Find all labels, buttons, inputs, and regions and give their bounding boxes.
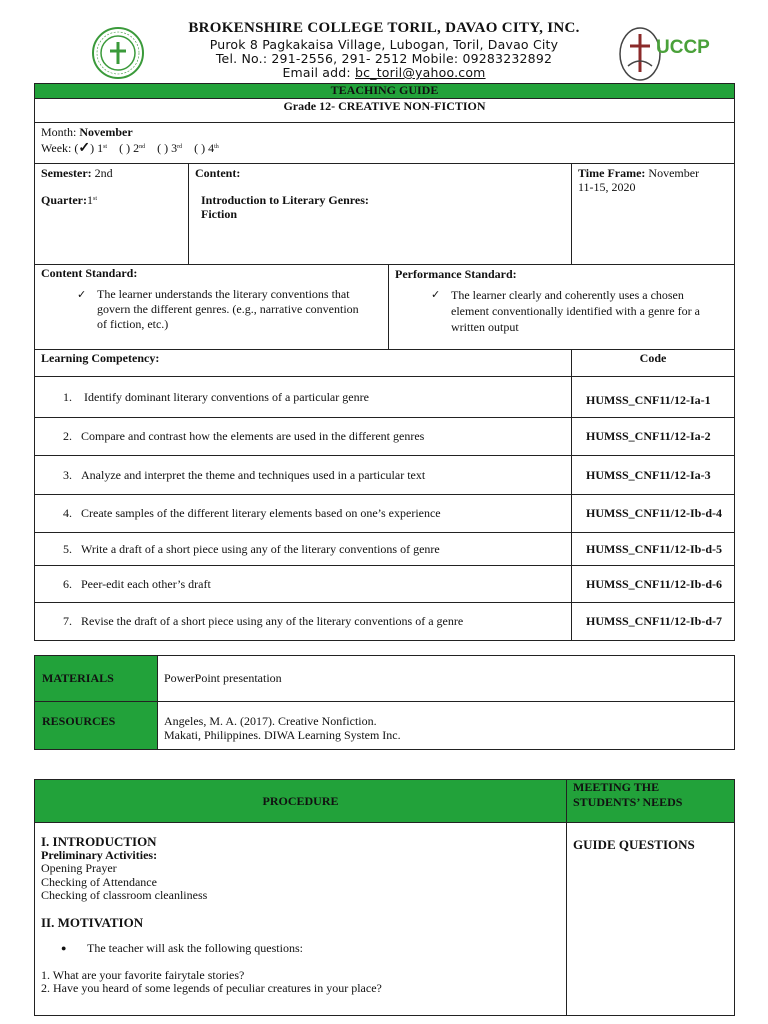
materials-label: MATERIALS <box>35 656 158 702</box>
quarter-sup: st <box>92 196 97 202</box>
procedure-header: PROCEDURE <box>35 780 567 823</box>
week-4-option[interactable]: ( ) 4 <box>194 141 215 155</box>
performance-standard-label: Performance Standard: <box>395 267 517 281</box>
competency-num: 7. <box>63 614 72 628</box>
month-value: November <box>79 125 133 139</box>
bullet-icon: ● <box>61 943 67 953</box>
competency-row <box>35 533 735 566</box>
semester-label: Semester: <box>41 166 92 180</box>
competency-row <box>35 603 735 641</box>
resources-line-2: Makati, Philippines. DIWA Learning System Inc. <box>164 728 401 742</box>
competency-row <box>35 377 735 418</box>
week-selector <box>41 140 728 157</box>
needs-label-line-2: STUDENTS’ NEEDS <box>573 795 683 809</box>
competency-num: 5. <box>63 541 72 556</box>
performance-standard-cell <box>389 265 735 350</box>
preliminary-heading: Preliminary Activities: <box>41 847 158 862</box>
competency-text: Analyze and interpret the theme and techniques used in a particular text <box>81 467 426 482</box>
motivation-heading: II. MOTIVATION <box>41 914 144 930</box>
competency-code: HUMSS_CNF11/12-Ia-3 <box>572 456 735 495</box>
procedure-body <box>35 823 567 1016</box>
resources-label: RESOURCES <box>35 702 158 750</box>
introduction-heading: I. INTRODUCTION <box>41 834 157 849</box>
guide-questions-label: GUIDE QUESTIONS <box>567 823 735 1016</box>
content-standard-label: Content Standard: <box>41 266 138 280</box>
semester-value: 2nd <box>94 166 113 180</box>
school-contact: Tel. No.: 291-2556, 291- 2512 Mobile: 09283232892 <box>215 51 553 66</box>
competency-num: 1. <box>63 389 72 404</box>
competency-num: 2. <box>63 429 72 443</box>
students-needs-header <box>567 780 735 823</box>
school-address: Purok 8 Pagkakaisa Village, Lubogan, Toril, Davao City <box>209 37 559 52</box>
code-header: Code <box>572 350 735 377</box>
competency-row <box>35 456 735 495</box>
month-week-cell <box>35 123 735 164</box>
competency-text: Peer-edit each other’s draft <box>81 576 211 591</box>
week-2-sup: nd <box>139 144 146 150</box>
quarter-value: 1 <box>86 193 93 207</box>
procedure-table <box>34 779 735 1016</box>
resources-line-1: Angeles, M. A. (2017). Creative Nonfiction. <box>164 714 377 728</box>
competency-row <box>35 566 735 603</box>
week-1-option: ) 1 <box>90 141 104 155</box>
competency-text: Revise the draft of a short piece using any of the literary conventions of a genre <box>81 614 464 628</box>
month-label: Month: <box>41 125 77 139</box>
check-icon: ✓ <box>431 288 441 301</box>
uccp-logo-text: UCCP <box>656 37 710 58</box>
time-frame-value-2: 11-15, 2020 <box>578 180 636 194</box>
prelim-item: Checking of Attendance <box>41 874 157 889</box>
prelim-item: Opening Prayer <box>41 861 117 875</box>
content-cell <box>189 164 572 265</box>
learning-competency-header: Learning Competency: <box>35 350 572 377</box>
competency-row <box>35 495 735 533</box>
week-2-option[interactable]: ( ) 2 <box>119 141 140 155</box>
materials-table <box>34 655 735 750</box>
resources-value <box>158 702 735 750</box>
prelim-item: Checking of classroom cleanliness <box>41 888 208 902</box>
competency-row <box>35 418 735 456</box>
competency-text: Identify dominant literary conventions of a particular genre <box>84 389 369 404</box>
teaching-guide-title: TEACHING GUIDE <box>35 84 735 99</box>
content-standard-text: The learner understands the literary conventions that govern the different genres. (e.g., narrative convention of fiction, etc.) <box>97 287 359 331</box>
competency-num: 3. <box>63 467 72 482</box>
needs-label-line-1: MEETING THE <box>573 780 660 794</box>
materials-value: PowerPoint presentation <box>158 656 735 702</box>
content-label: Content: <box>195 166 241 180</box>
content-standard-cell <box>35 265 389 350</box>
time-frame-value-1: November <box>648 166 700 180</box>
teaching-guide-table <box>34 83 735 641</box>
competency-code: HUMSS_CNF11/12-Ib-d-7 <box>572 603 735 641</box>
competency-num: 4. <box>63 506 72 520</box>
competency-text: Create samples of the different literary elements based on one’s experience <box>81 506 441 520</box>
competency-num: 6. <box>63 576 72 591</box>
competency-code: HUMSS_CNF11/12-Ib-d-5 <box>572 533 735 566</box>
week-1-checkbox[interactable]: ✓ <box>78 141 91 156</box>
competency-text: Write a draft of a short piece using any of the literary conventions of genre <box>81 541 440 556</box>
competency-code: HUMSS_CNF11/12-Ia-1 <box>572 377 735 418</box>
competency-text: Compare and contrast how the elements are used in the different genres <box>81 429 425 443</box>
subject-title: Grade 12- CREATIVE NON-FICTION <box>35 99 735 123</box>
question-item: 1. What are your favorite fairytale stories? <box>41 967 245 982</box>
content-value-1: Introduction to Literary Genres: <box>201 193 369 207</box>
week-1-sup: st <box>103 144 108 150</box>
week-3-option[interactable]: ( ) 3 <box>157 141 178 155</box>
school-name: BROKENSHIRE COLLEGE TORIL, DAVAO CITY, INC. <box>188 20 580 36</box>
time-frame-cell <box>572 164 735 265</box>
email-label: Email add: <box>282 65 351 80</box>
week-label: Week: ( <box>41 141 79 155</box>
content-value-2: Fiction <box>201 207 237 221</box>
performance-standard-text: The learner clearly and coherently uses a chosen element conventionally identified with a genre for a written output <box>451 288 700 334</box>
competency-code: HUMSS_CNF11/12-Ib-d-6 <box>572 566 735 603</box>
semester-quarter-cell <box>35 164 189 265</box>
time-frame-label: Time Frame: <box>578 166 646 180</box>
week-4-sup: th <box>214 144 219 150</box>
week-3-sup: rd <box>177 144 183 150</box>
quarter-label: Quarter: <box>41 193 87 207</box>
motivation-bullet: The teacher will ask the following questions: <box>87 941 303 955</box>
email-link[interactable]: bc_toril@yahoo.com <box>355 65 486 80</box>
competency-code: HUMSS_CNF11/12-Ib-d-4 <box>572 495 735 533</box>
question-item: 2. Have you heard of some legends of peculiar creatures in your place? <box>41 981 382 995</box>
competency-code: HUMSS_CNF11/12-Ia-2 <box>572 418 735 456</box>
check-icon: ✓ <box>77 288 87 301</box>
